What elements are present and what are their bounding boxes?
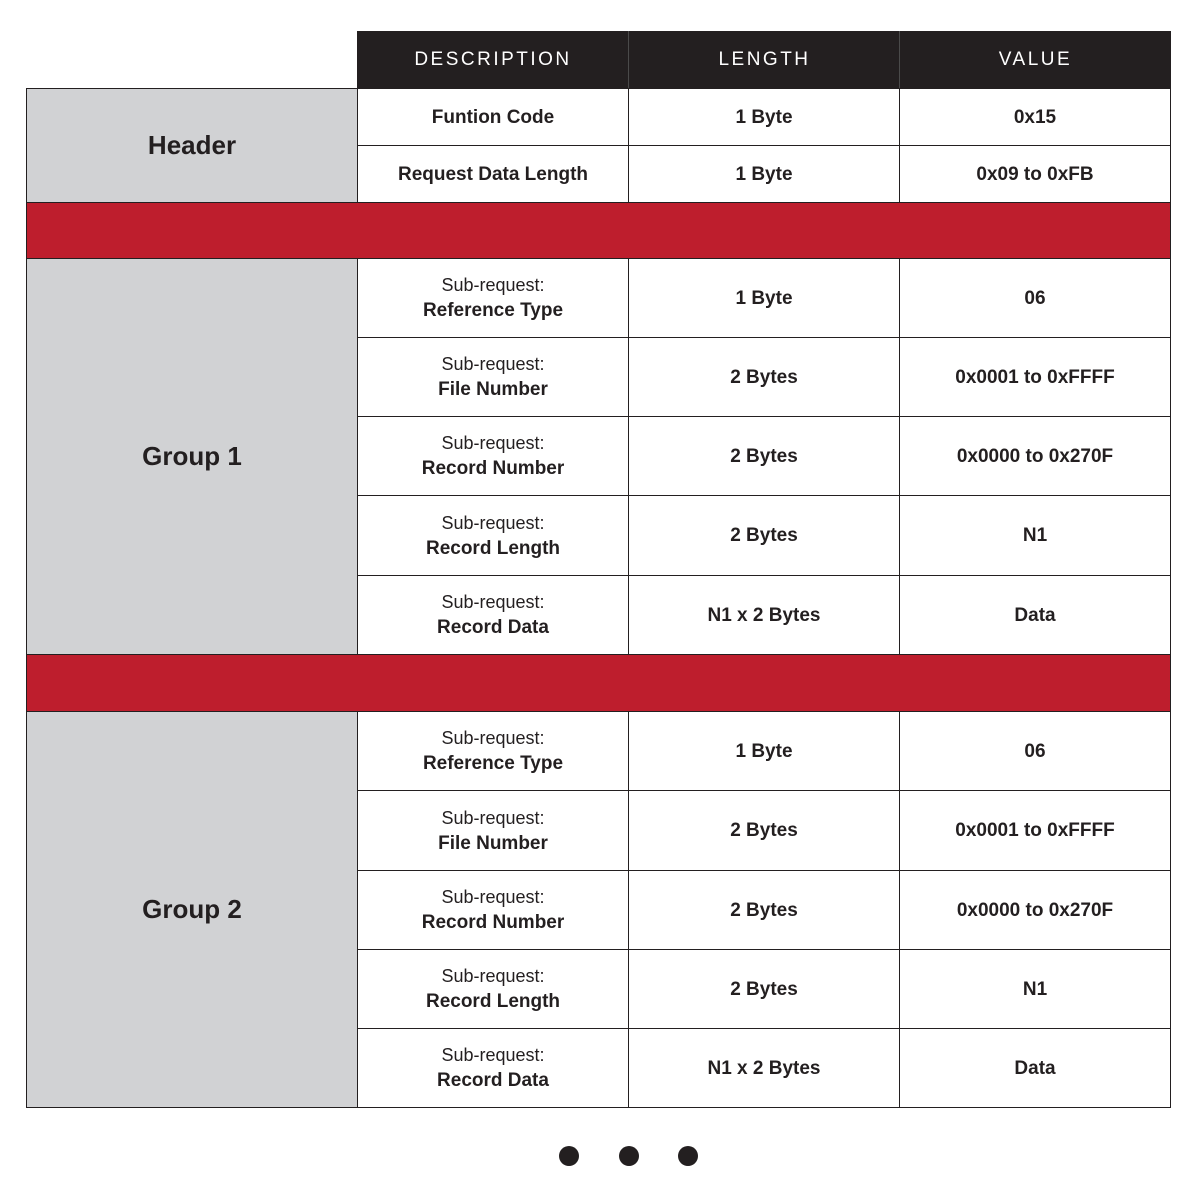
row-length (628, 790, 900, 871)
description-text: Record Data (437, 617, 549, 638)
row-value (899, 1028, 1171, 1108)
length-text: 2 Bytes (730, 899, 798, 921)
row-description (357, 1028, 629, 1108)
sub-request-label: Sub-request: (441, 512, 545, 533)
description-text: File Number (438, 832, 548, 854)
length-text: 2 Bytes (730, 445, 798, 467)
row-length (628, 575, 900, 655)
description-text: Record Number (421, 458, 565, 479)
sub-request-label: Sub-request: (441, 887, 545, 907)
sub-request-label: Sub-request: (441, 728, 545, 748)
value-text: N1 (1022, 978, 1048, 1000)
row-value (899, 790, 1171, 871)
value-text: 0x15 (1013, 106, 1057, 128)
group-label-header: Header (26, 88, 358, 203)
row-description (357, 416, 629, 496)
value-text: 0x0000 to 0x270F (956, 445, 1114, 467)
description-text: Record Data (437, 1070, 549, 1091)
row-value (899, 145, 1171, 203)
length-text: 1 Byte (735, 740, 793, 762)
row-value (899, 495, 1171, 576)
row-value (899, 575, 1171, 655)
group-separator (26, 654, 1171, 712)
description-text: Funtion Code (431, 106, 555, 128)
row-value (899, 337, 1171, 417)
value-text: 0x0001 to 0xFFFF (955, 820, 1115, 841)
row-description (357, 575, 629, 655)
column-header-value: VALUE (899, 31, 1171, 89)
sub-request-label: Sub-request: (441, 592, 545, 612)
row-description (357, 145, 629, 203)
row-length (628, 337, 900, 417)
row-description (357, 495, 629, 576)
description-text: Record Length (425, 537, 561, 559)
value-text: Data (1014, 1057, 1056, 1079)
column-header-length: LENGTH (628, 31, 900, 89)
continuation-dot (678, 1146, 698, 1166)
group-label-group-1: Group 1 (26, 258, 358, 655)
length-text: N1 x 2 Bytes (707, 1057, 821, 1079)
sub-request-label: Sub-request: (441, 1045, 545, 1065)
length-text: 1 Byte (735, 106, 793, 128)
length-text: N1 x 2 Bytes (707, 604, 821, 626)
row-description (357, 337, 629, 417)
value-text: N1 (1022, 525, 1048, 546)
length-text: 1 Byte (735, 287, 793, 309)
description-text: Request Data Length (397, 163, 589, 185)
length-text: 2 Bytes (730, 366, 798, 388)
sub-request-label: Sub-request: (441, 275, 545, 295)
value-text: 0x09 to 0xFB (976, 163, 1094, 185)
row-value (899, 258, 1171, 338)
row-description (357, 870, 629, 950)
row-value (899, 949, 1171, 1029)
row-value (899, 711, 1171, 791)
continuation-dot (559, 1146, 579, 1166)
sub-request-label: Sub-request: (441, 966, 545, 986)
length-text: 2 Bytes (730, 820, 798, 841)
group-separator (26, 202, 1171, 259)
description-text: File Number (438, 379, 548, 400)
row-length (628, 1028, 900, 1108)
value-text: 06 (1024, 287, 1046, 309)
row-length (628, 711, 900, 791)
description-text: Record Number (421, 912, 565, 933)
value-text: 06 (1024, 740, 1046, 762)
sub-request-label: Sub-request: (441, 807, 545, 828)
column-header-description: DESCRIPTION (357, 31, 629, 89)
description-text: Record Length (425, 991, 561, 1012)
row-length (628, 145, 900, 203)
description-text: Reference Type (422, 300, 564, 321)
value-text: 0x0000 to 0x270F (956, 899, 1114, 921)
row-description (357, 88, 629, 146)
row-length (628, 416, 900, 496)
value-text: 0x0001 to 0xFFFF (955, 366, 1115, 388)
row-length (628, 258, 900, 338)
sub-request-label: Sub-request: (441, 354, 545, 374)
row-description (357, 790, 629, 871)
description-text: Reference Type (422, 753, 564, 774)
row-description (357, 711, 629, 791)
row-value (899, 88, 1171, 146)
sub-request-label: Sub-request: (441, 433, 545, 453)
row-length (628, 88, 900, 146)
group-label-group-2: Group 2 (26, 711, 358, 1108)
length-text: 2 Bytes (730, 525, 798, 546)
row-length (628, 870, 900, 950)
length-text: 1 Byte (735, 163, 793, 185)
continuation-dot (619, 1146, 639, 1166)
row-length (628, 949, 900, 1029)
value-text: Data (1014, 604, 1056, 626)
row-value (899, 870, 1171, 950)
length-text: 2 Bytes (730, 978, 798, 1000)
row-description (357, 949, 629, 1029)
row-value (899, 416, 1171, 496)
row-length (628, 495, 900, 576)
row-description (357, 258, 629, 338)
